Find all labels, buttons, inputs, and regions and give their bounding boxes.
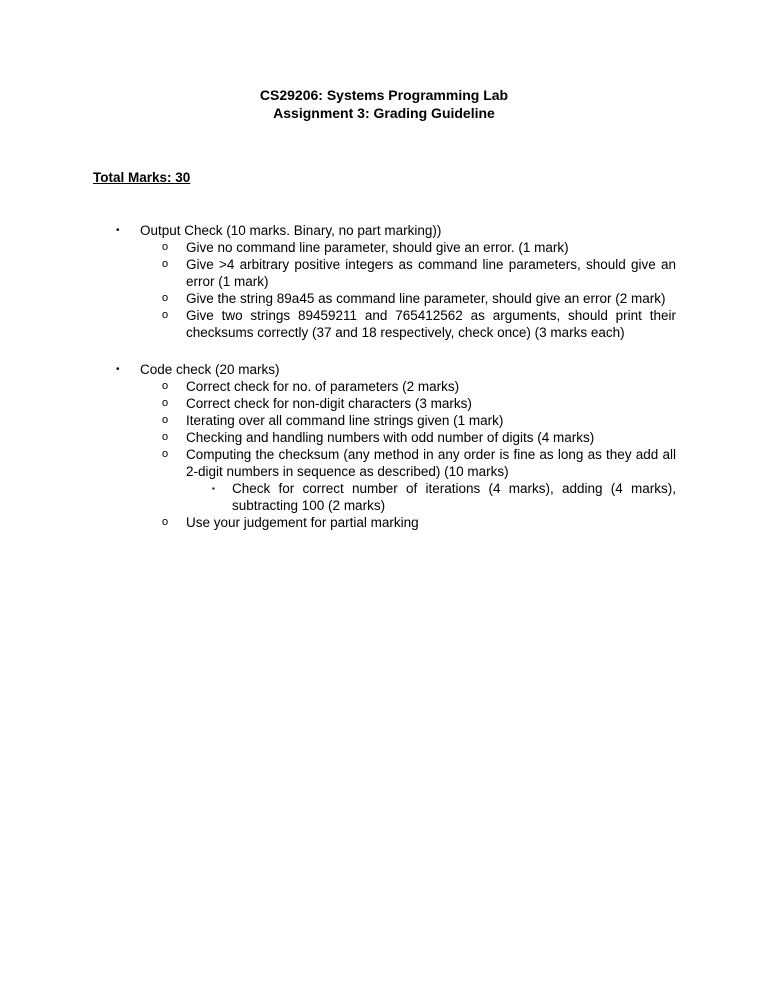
square-bullet-icon: ▪ xyxy=(212,484,215,493)
course-title: CS29206: Systems Programming Lab xyxy=(259,87,509,103)
list-item: Give >4 arbitrary positive integers as command line parameters, should give an error (1 mark) xyxy=(186,257,676,289)
list-item: Iterating over all command line strings given (1 mark) xyxy=(186,413,504,428)
list-item: Correct check for no. of parameters (2 marks) xyxy=(186,379,460,394)
sub-bullet-icon: o xyxy=(162,397,169,409)
sub-bullet-icon: o xyxy=(162,309,169,321)
sub-list-item: Check for correct number of iterations (4 marks), adding (4 marks), subtracting 100 (2 marks) xyxy=(232,481,676,513)
list-item: Give the string 89a45 as command line parameter, should give an error (2 mark) xyxy=(186,291,666,306)
sub-bullet-icon: o xyxy=(162,380,169,392)
section-label: Code check (20 marks) xyxy=(140,362,280,377)
sub-bullet-icon: o xyxy=(162,414,169,426)
list-item: Give no command line parameter, should give an error. (1 mark) xyxy=(186,240,569,255)
assignment-title: Assignment 3: Grading Guideline xyxy=(273,105,495,121)
bullet-icon: • xyxy=(116,364,120,375)
document-header xyxy=(0,86,768,122)
sub-bullet-icon: o xyxy=(162,431,169,443)
sub-bullet-icon: o xyxy=(162,258,169,270)
list-item: Correct check for non-digit characters (3 marks) xyxy=(186,396,472,411)
list-item: Checking and handling numbers with odd number of digits (4 marks) xyxy=(186,430,595,445)
sub-bullet-icon: o xyxy=(162,516,169,528)
list-item: Computing the checksum (any method in any order is fine as long as they add all 2-digit numbers in sequence as described) (10 marks) xyxy=(186,447,676,479)
list-item: Use your judgement for partial marking xyxy=(186,515,419,530)
bullet-icon: • xyxy=(116,225,120,236)
list-item: Give two strings 89459211 and 765412562 as arguments, should print their checksums correctly (37 and 18 respectively, check once) (3 marks each) xyxy=(186,308,676,340)
section-label: Output Check (10 marks. Binary, no part marking)) xyxy=(140,223,442,238)
total-marks: Total Marks: 30 xyxy=(93,170,191,185)
sub-bullet-icon: o xyxy=(162,241,169,253)
sub-bullet-icon: o xyxy=(162,292,169,304)
sub-bullet-icon: o xyxy=(162,448,169,460)
